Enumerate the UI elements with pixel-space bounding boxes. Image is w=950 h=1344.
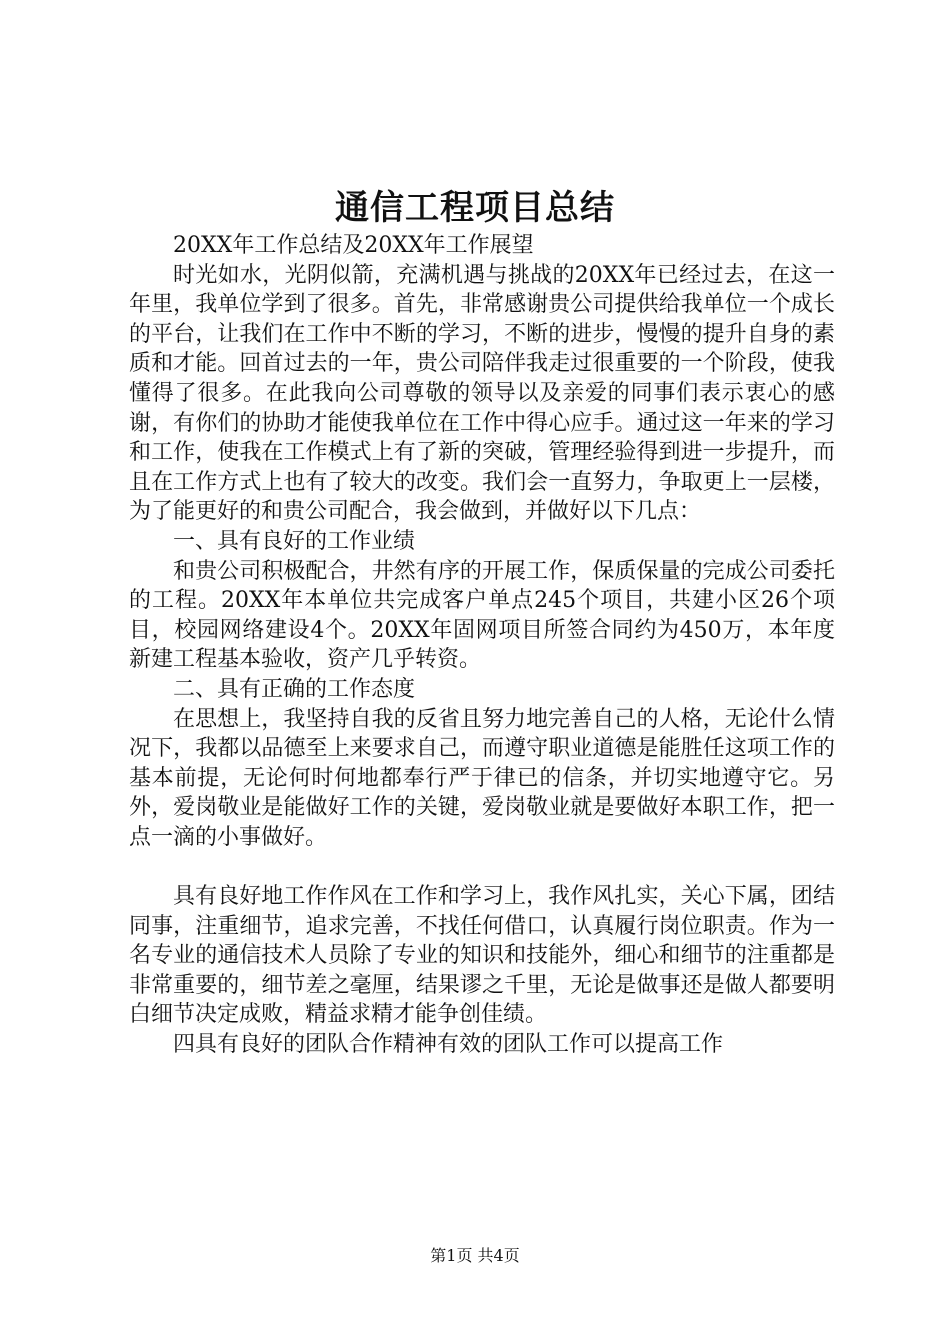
paragraph-section-2: 在思想上，我坚持自我的反省且努力地完善自己的人格，无论什么情况下，我都以品德至上来要求自己，而遵守职业道德是能胜任这项工作的基本前提，无论何时何地都奉行严于律已的信条，并切实地遵守它。另外，爱岗敬业是能做好工作的关键，爱岗敬业就是要做好本职工作，把一点一滴的小事做好。	[129, 706, 835, 850]
paragraph-section-1: 和贵公司积极配合，井然有序的开展工作，保质保量的完成公司委托的工程。20XX年本单位共完成客户单点245个项目，共建小区26个项目，校园网络建设4个。20XX年固网项目所签合同约为450万，本年度新建工程基本验收，资产几乎转资。	[129, 558, 835, 673]
document-body	[129, 231, 835, 1060]
paragraph-intro: 时光如水，光阴似箭，充满机遇与挑战的20XX年已经过去，在这一年里，我单位学到了很多。首先，非常感谢贵公司提供给我单位一个成长的平台，让我们在工作中不断的学习，不断的进步，慢慢的提升自身的素质和才能。回首过去的一年，贵公司陪伴我走过很重要的一个阶段，使我懂得了很多。在此我向公司尊敬的领导以及亲爱的同事们表示衷心的感谢，有你们的协助才能使我单位在工作中得心应手。通过这一年来的学习和工作，使我在工作模式上有了新的突破，管理经验得到进一步提升，而且在工作方式上也有了较大的改变。我们会一直努力，争取更上一层楼，为了能更好的和贵公司配合，我会做到，并做好以下几点：	[129, 262, 835, 525]
paragraph-subtitle: 20XX年工作总结及20XX年工作展望	[173, 233, 534, 258]
document-title: 通信工程项目总结	[335, 188, 615, 228]
section-heading-2: 二、具有正确的工作态度	[173, 676, 416, 702]
section-heading-1: 一、具有良好的工作业绩	[173, 528, 416, 554]
page-footer: 第1页 共4页	[430, 1246, 520, 1265]
paragraph-section-3: 具有良好地工作作风在工作和学习上，我作风扎实，关心下属，团结同事，注重细节，追求完善，不找任何借口，认真履行岗位职责。作为一名专业的通信技术人员除了专业的知识和技能外，细心和细节的注重都是非常重要的，细节差之毫厘，结果谬之千里，无论是做事还是做人都要明白细节决定成败，精益求精才能争创佳绩。	[129, 884, 835, 1028]
paragraph-section-4: 四具有良好的团队合作精神有效的团队工作可以提高工作	[173, 1032, 724, 1058]
